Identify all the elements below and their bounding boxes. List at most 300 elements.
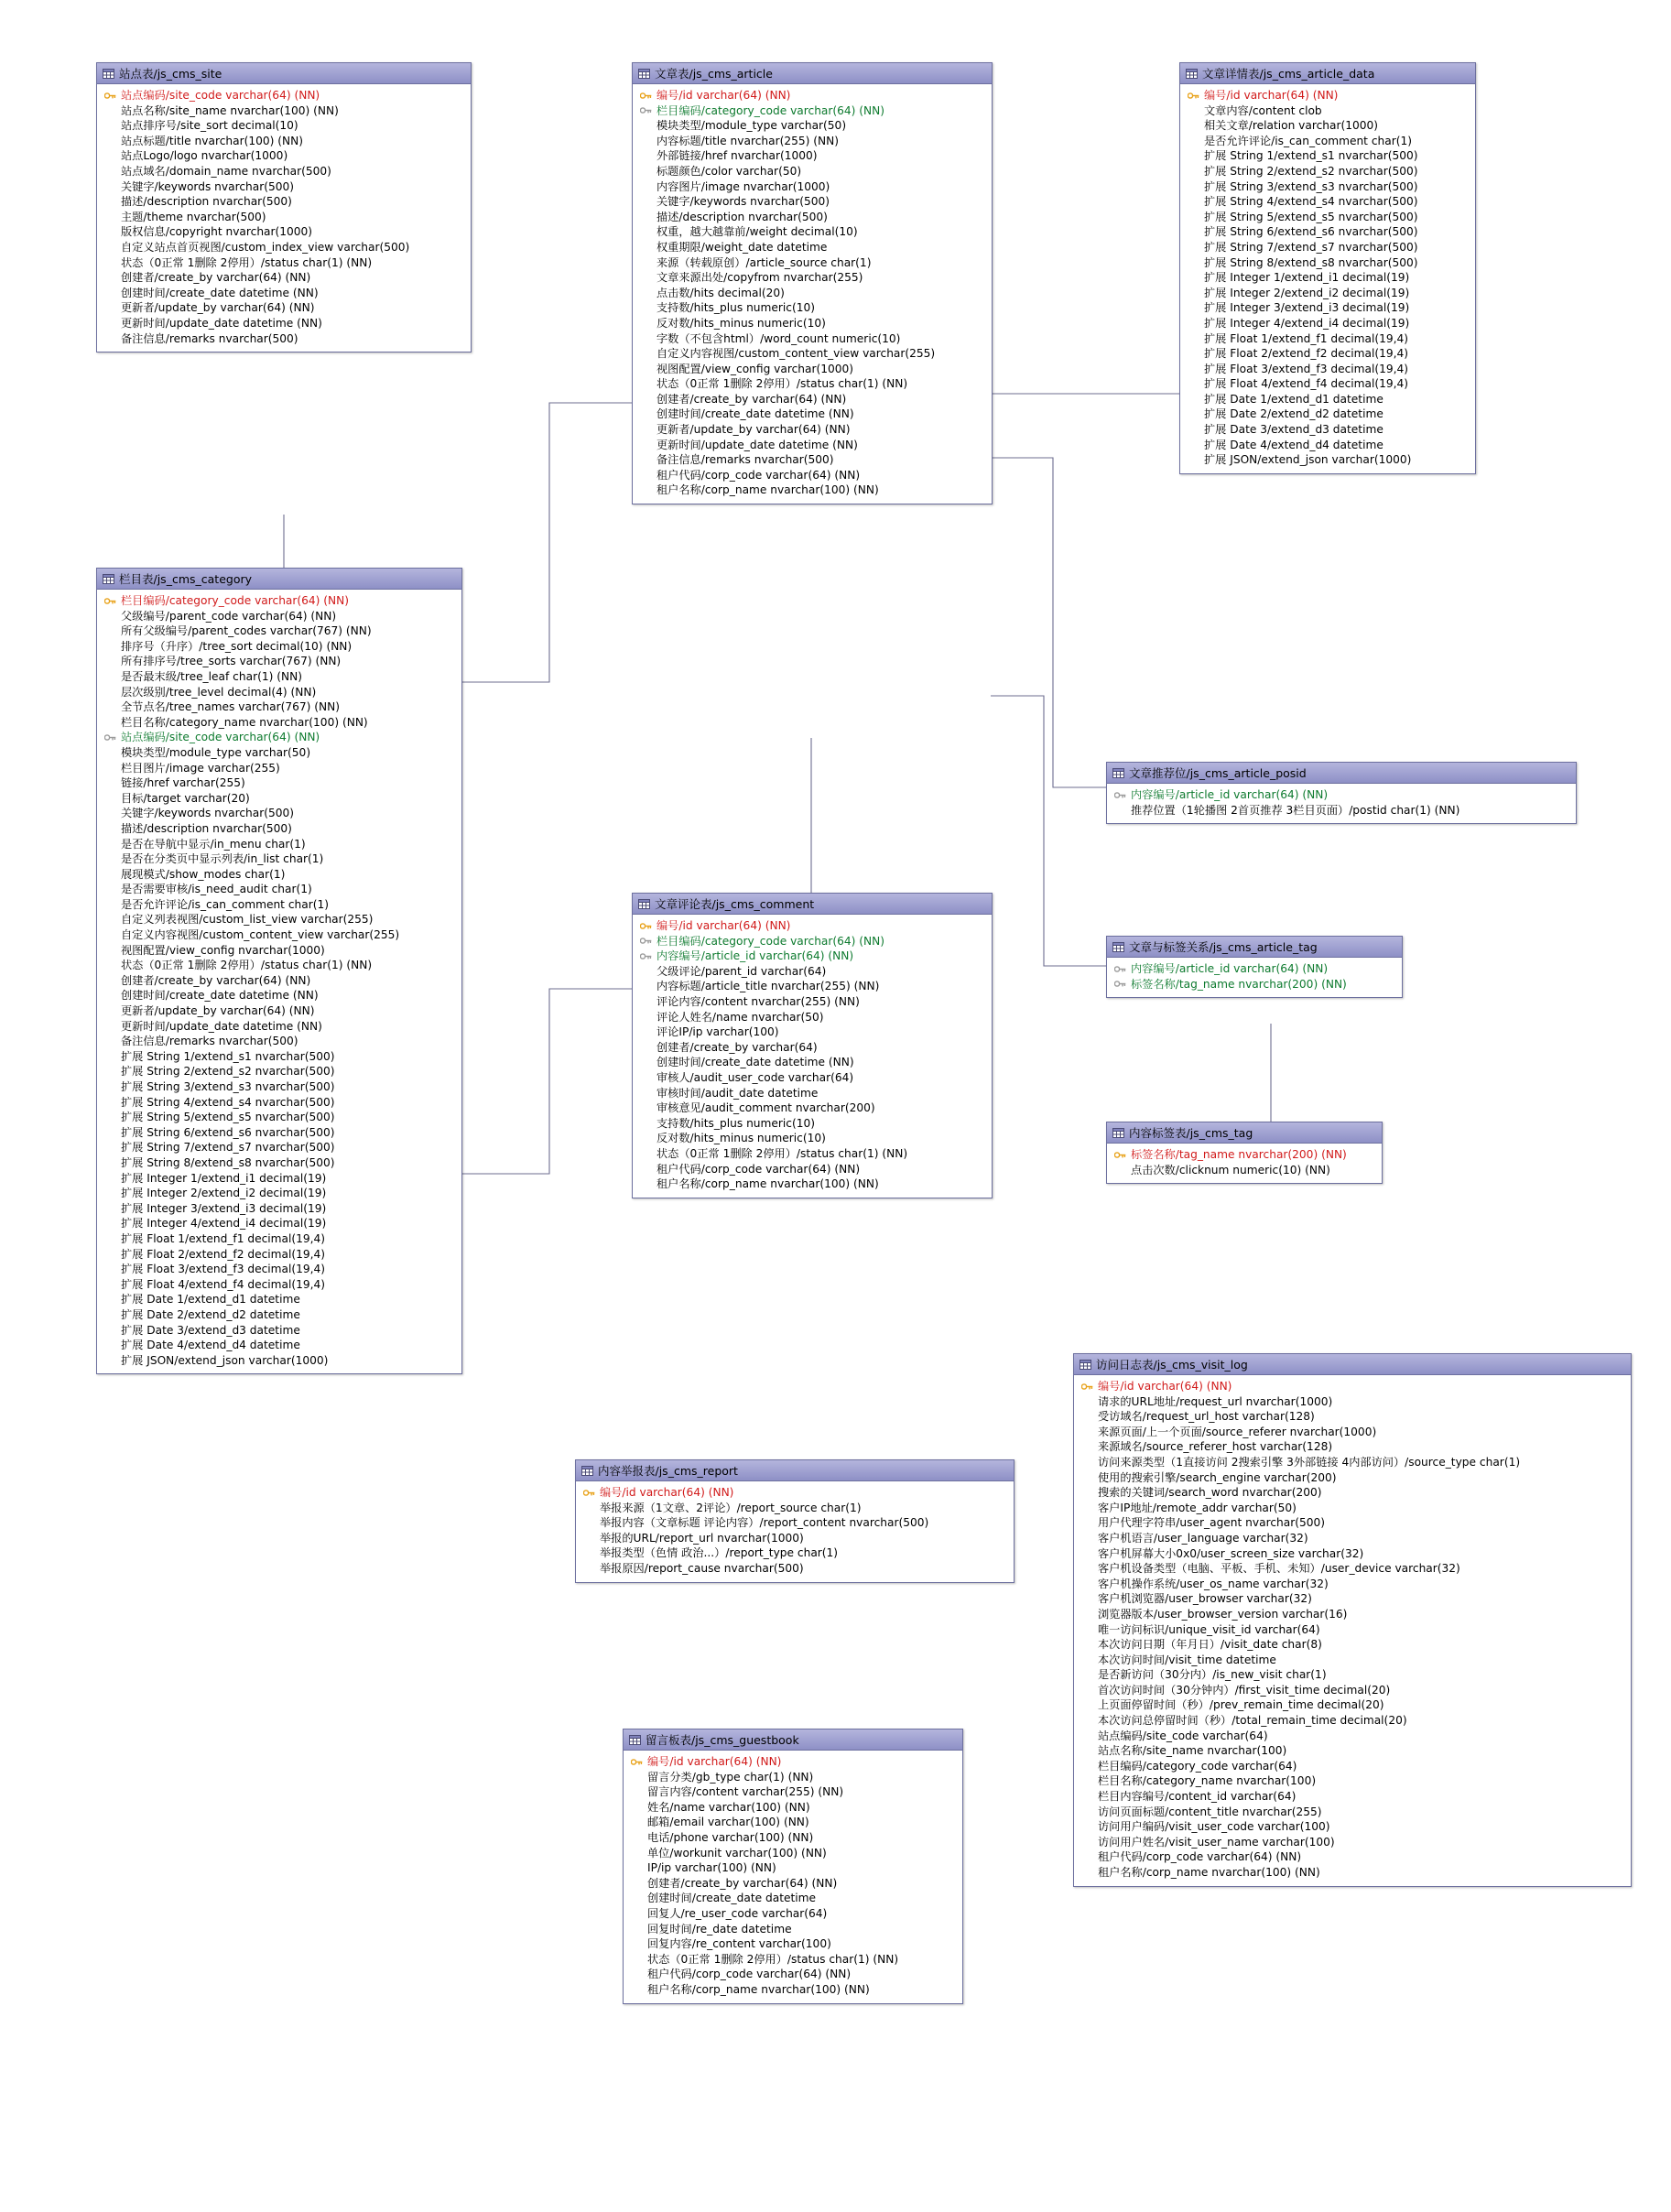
table-columns [1107,1144,1382,1183]
column-label: 留言内容/content varchar(255) (NN) [647,1785,844,1799]
column-row [1186,240,1470,255]
column-row [103,973,456,989]
column-label: 扩展 String 3/extend_s3 nvarchar(500) [1204,179,1418,193]
column-gutter [1186,194,1200,210]
column-label: 来源域名/source_referer_host varchar(128) [1098,1440,1333,1454]
column-gutter [103,1155,117,1171]
column-label: 父级评论/parent_id varchar(64) [656,964,827,978]
column-gutter [638,1086,653,1101]
column-label: 栏目编码/category_code varchar(64) (NN) [656,103,885,117]
foreign-key-icon [1114,965,1126,973]
column-label: 创建者/create_by varchar(64) (NN) [121,271,311,285]
column-gutter [1186,118,1200,134]
column-gutter [1186,316,1200,331]
column-label: 自定义内容视图/custom_content_view varchar(255) [656,347,936,361]
column-label: 栏目内容编号/content_id varchar(64) [1098,1790,1297,1804]
column-row [638,1176,986,1192]
column-gutter [1186,300,1200,316]
column-label: 是否最末级/tree_leaf char(1) (NN) [121,669,302,683]
column-label: 是否允许评论/is_can_comment char(1) [121,897,329,911]
column-label: 唯一访问标识/unique_visit_id varchar(64) [1098,1622,1320,1636]
column-label: 首次访问时间（30分钟内）/first_visit_time decimal(20) [1098,1683,1391,1697]
column-row [103,1140,456,1155]
column-row [581,1545,1008,1561]
column-gutter [103,821,117,837]
column-gutter [103,1323,117,1339]
column-row [1080,1697,1625,1713]
column-row [638,1116,986,1132]
column-row [629,1952,957,1968]
column-gutter [103,1353,117,1369]
column-gutter [1080,1773,1094,1789]
column-gutter [1186,422,1200,438]
column-row [638,179,986,195]
column-row [638,148,986,164]
column-gutter [1080,1455,1094,1470]
column-gutter [103,1277,117,1293]
column-gutter [1186,392,1200,407]
column-label: 点击数/hits decimal(20) [656,286,785,299]
column-row [103,988,456,1003]
column-gutter [638,270,653,286]
column-gutter [638,438,653,453]
column-row [1080,1805,1625,1820]
column-label: 客户机浏览器/user_browser varchar(32) [1098,1592,1312,1606]
table-icon [103,69,114,79]
column-label: 访问页面标题/content_title nvarchar(255) [1098,1805,1322,1818]
column-gutter [629,1830,644,1846]
column-row [629,1922,957,1937]
column-label: 举报原因/report_cause nvarchar(500) [600,1561,804,1575]
column-gutter [103,639,117,655]
column-label: 扩展 Float 1/extend_f1 decimal(19,4) [121,1231,326,1245]
column-label: 标签名称/tag_name nvarchar(200) (NN) [1131,1148,1347,1161]
fk-gutter [1112,787,1127,803]
column-row [103,1216,456,1231]
column-row [1186,422,1470,438]
column-label: 外部链接/href nvarchar(1000) [656,149,818,163]
table-article[interactable] [632,62,993,504]
column-gutter [638,134,653,149]
column-gutter [103,775,117,791]
column-row-pk [581,1485,1008,1501]
column-label: 视图配置/view_config nvarchar(1000) [121,943,325,957]
column-row [629,1800,957,1816]
column-label: 扩展 Float 1/extend_f1 decimal(19,4) [1204,331,1409,345]
column-label: 创建时间/create_date datetime (NN) [121,989,319,1003]
table-category[interactable] [96,568,462,1374]
column-label: 客户IP地址/remote_addr varchar(50) [1098,1501,1297,1514]
column-row [629,1891,957,1906]
column-label: 审核意见/audit_comment nvarchar(200) [656,1101,875,1115]
column-gutter [1186,103,1200,119]
column-row-fk [638,949,986,964]
column-gutter [103,103,117,119]
column-row [103,240,465,255]
column-row [638,392,986,407]
column-row [1080,1713,1625,1729]
column-gutter [638,1070,653,1086]
column-label: 扩展 Float 4/extend_f4 decimal(19,4) [1204,377,1409,391]
column-row [1080,1835,1625,1850]
column-label: 栏目编码/category_code varchar(64) (NN) [121,594,350,607]
column-gutter [638,1146,653,1162]
column-row [638,346,986,362]
column-gutter [638,1176,653,1192]
column-row [103,1292,456,1307]
column-gutter [1080,1561,1094,1577]
column-label: 是否新访问（30分内）/is_new_visit char(1) [1098,1668,1327,1682]
column-row [638,1101,986,1116]
column-label: 是否在导航中显示/in_menu char(1) [121,837,306,851]
column-gutter [1080,1515,1094,1531]
column-label: 扩展 Date 2/extend_d2 datetime [1204,407,1383,421]
column-label: 更新时间/update_date datetime (NN) [656,438,858,451]
column-row [629,1860,957,1876]
column-row-pk [1186,88,1470,103]
pk-gutter [1112,1147,1127,1163]
column-label: 回复人/re_user_code varchar(64) [647,1906,828,1920]
column-row [103,639,456,655]
table-header[interactable] [1107,1122,1382,1144]
column-gutter [103,685,117,700]
column-row [638,316,986,331]
column-label: 扩展 JSON/extend_json varchar(1000) [1204,453,1412,467]
table-header[interactable] [1180,63,1475,84]
column-label: 客户机操作系统/user_os_name varchar(32) [1098,1577,1329,1590]
column-label: 站点Logo/logo nvarchar(1000) [121,149,288,163]
pk-gutter [629,1754,644,1770]
column-row [1186,346,1470,362]
column-row-fk [103,730,456,745]
table-columns [1107,784,1576,823]
column-row [1080,1439,1625,1455]
table-icon [638,69,650,79]
pk-gutter [1080,1379,1094,1394]
column-row [1080,1865,1625,1881]
primary-key-icon [583,1489,595,1497]
column-gutter [638,994,653,1010]
column-gutter [103,943,117,959]
column-label: 扩展 String 1/extend_s1 nvarchar(500) [1204,149,1418,163]
column-gutter [1080,1577,1094,1592]
table-guestbook[interactable] [623,1729,963,2004]
column-label: 内容标题/article_title nvarchar(255) (NN) [656,980,880,993]
column-row [638,1055,986,1070]
column-row [103,775,456,791]
column-row [638,240,986,255]
column-row [1080,1637,1625,1653]
column-row [1186,224,1470,240]
table-title: 留言板表/js_cms_guestbook [646,1733,799,1747]
table-site[interactable] [96,62,472,352]
column-row [1186,316,1470,331]
column-label: 内容编号/article_id varchar(64) (NN) [1131,788,1329,801]
table-columns [1180,84,1475,473]
column-gutter [103,286,117,301]
column-label: 层次级别/tree_level decimal(4) (NN) [121,685,317,699]
column-row [1186,179,1470,195]
column-row [103,851,456,867]
column-label: 来源（转载原创）/article_source char(1) [656,255,872,269]
column-label: 扩展 String 4/extend_s4 nvarchar(500) [1204,195,1418,209]
column-label: 使用的搜索引擎/search_engine varchar(200) [1098,1470,1337,1484]
column-row [1112,1163,1376,1178]
column-label: 扩展 String 3/extend_s3 nvarchar(500) [121,1080,335,1093]
column-row [638,362,986,377]
table-article_tag[interactable] [1106,936,1403,998]
column-gutter [103,882,117,897]
column-row [103,669,456,685]
table-header[interactable] [97,569,461,590]
column-label: 受访域名/request_url_host varchar(128) [1098,1410,1315,1424]
column-label: 权重期限/weight_date datetime [656,240,828,254]
column-gutter [581,1501,596,1516]
table-header[interactable] [633,894,992,915]
column-label: 举报的URL/report_url nvarchar(1000) [600,1531,804,1545]
column-label: 客户机语言/user_language varchar(32) [1098,1531,1308,1545]
table-header[interactable] [1074,1354,1631,1375]
column-label: 邮箱/email varchar(100) (NN) [647,1816,809,1829]
column-row [638,270,986,286]
column-row [629,1936,957,1952]
column-label: 扩展 Integer 2/extend_i2 decimal(19) [121,1187,327,1200]
column-gutter [103,1003,117,1019]
relation-line [991,458,1106,787]
pk-gutter [103,593,117,609]
column-label: 更新者/update_by varchar(64) (NN) [121,301,315,315]
column-label: 状态（0正常 1删除 2停用）/status char(1) (NN) [656,377,908,391]
column-gutter [638,331,653,347]
column-row [103,270,465,286]
column-label: 编号/id varchar(64) (NN) [1204,89,1339,102]
column-label: 状态（0正常 1删除 2停用）/status char(1) (NN) [121,959,373,972]
column-label: 本次访问时间/visit_time datetime [1098,1653,1276,1666]
column-label: 客户机屏幕大小0x0/user_screen_size varchar(32) [1098,1546,1364,1560]
column-row [1080,1789,1625,1805]
column-label: 是否允许评论/is_can_comment char(1) [1204,134,1412,147]
column-row [1186,300,1470,316]
column-label: 自定义站点首页视图/custom_index_view varchar(500) [121,240,410,254]
column-label: 字数（不包含html）/word_count numeric(10) [656,331,901,345]
column-label: 目标/target varchar(20) [121,791,250,805]
column-gutter [103,1338,117,1353]
column-row [1080,1819,1625,1835]
column-label: 描述/description nvarchar(500) [121,821,292,835]
column-row [1186,103,1470,119]
column-gutter [1080,1653,1094,1668]
column-row [1186,210,1470,225]
column-row [1080,1759,1625,1774]
column-gutter [1080,1805,1094,1820]
column-label: IP/ip varchar(100) (NN) [647,1861,776,1875]
column-label: 扩展 String 4/extend_s4 nvarchar(500) [121,1095,335,1109]
table-title: 文章详情表/js_cms_article_data [1202,67,1375,81]
column-gutter [103,958,117,973]
column-row [103,1125,456,1141]
column-row-pk [103,593,456,609]
column-row [1186,452,1470,468]
column-row [1186,194,1470,210]
table-report[interactable] [575,1459,1015,1583]
column-gutter [638,964,653,980]
column-label: 扩展 Date 4/extend_d4 datetime [121,1339,300,1352]
column-row [103,148,465,164]
column-gutter [1186,407,1200,422]
table-article_data[interactable] [1179,62,1476,474]
column-label: 创建时间/create_date datetime (NN) [656,407,854,421]
column-label: 栏目编码/category_code varchar(64) (NN) [656,934,885,948]
column-gutter [103,1171,117,1187]
table-columns [1107,958,1402,997]
table-icon [1112,942,1124,952]
column-gutter [103,1262,117,1277]
column-label: 扩展 String 1/extend_s1 nvarchar(500) [121,1049,335,1063]
column-gutter [103,1019,117,1035]
column-row [629,1784,957,1800]
column-label: 扩展 String 5/extend_s5 nvarchar(500) [1204,210,1418,223]
column-row-fk [1112,961,1396,977]
column-label: 关键字/keywords nvarchar(500) [121,807,295,820]
column-gutter [638,422,653,438]
table-header[interactable] [97,63,471,84]
column-gutter [103,134,117,149]
column-row [581,1561,1008,1577]
column-gutter [103,837,117,852]
column-gutter [103,791,117,807]
table-comment[interactable] [632,893,993,1198]
column-label: 扩展 Integer 1/extend_i1 decimal(19) [121,1171,327,1185]
column-row [629,1846,957,1861]
column-label: 支持数/hits_plus numeric(10) [656,301,816,315]
column-row [1080,1546,1625,1562]
primary-key-icon [104,92,116,100]
column-gutter [1080,1501,1094,1516]
column-row [103,255,465,271]
column-gutter [629,1815,644,1830]
column-row [629,1770,957,1785]
column-label: 编号/id varchar(64) (NN) [647,1755,782,1768]
column-label: 电话/phone varchar(100) (NN) [647,1830,814,1844]
column-gutter [103,715,117,731]
column-label: 状态（0正常 1删除 2停用）/status char(1) (NN) [656,1146,908,1160]
table-visit_log[interactable] [1073,1353,1632,1887]
column-row-pk [629,1754,957,1770]
table-header[interactable] [624,1729,962,1751]
column-gutter [638,452,653,468]
column-row [103,1277,456,1293]
column-gutter [581,1561,596,1577]
column-label: 扩展 Float 2/extend_f2 decimal(19,4) [121,1247,326,1261]
column-gutter [103,224,117,240]
column-label: 关键字/keywords nvarchar(500) [656,195,830,209]
column-gutter [638,1101,653,1116]
column-row [103,164,465,179]
column-gutter [1080,1697,1094,1713]
column-row [103,867,456,883]
column-gutter [1080,1425,1094,1440]
table-tag[interactable] [1106,1122,1383,1184]
column-label: 扩展 Integer 3/extend_i3 decimal(19) [1204,301,1410,315]
column-gutter [1186,255,1200,271]
column-gutter [103,1231,117,1247]
column-gutter [638,1025,653,1040]
column-gutter [1186,148,1200,164]
column-label: 访问用户编码/visit_user_code varchar(100) [1098,1820,1330,1834]
table-icon [581,1466,593,1476]
column-gutter [1080,1729,1094,1744]
column-label: 扩展 Integer 1/extend_i1 decimal(19) [1204,271,1410,285]
column-label: 创建时间/create_date datetime [647,1892,817,1905]
column-label: 链接/href varchar(255) [121,776,245,790]
column-row [1080,1743,1625,1759]
table-icon [629,1735,641,1745]
column-gutter [1186,134,1200,149]
column-gutter [103,927,117,943]
table-header[interactable] [1107,937,1402,958]
column-label: 模块类型/module_type varchar(50) [121,745,311,759]
column-gutter [629,1967,644,1982]
column-row [103,1155,456,1171]
column-label: 扩展 String 6/extend_s6 nvarchar(500) [121,1125,335,1139]
primary-key-icon [1188,92,1199,100]
relation-line [461,989,632,1174]
column-label: 编号/id varchar(64) (NN) [656,89,791,102]
column-row [1080,1485,1625,1501]
column-label: 是否需要审核/is_need_audit char(1) [121,883,312,896]
column-row [638,224,986,240]
table-icon [638,899,650,909]
column-row [1080,1470,1625,1486]
column-row [103,1201,456,1217]
column-row [638,407,986,422]
column-gutter [629,1982,644,1998]
table-columns [576,1481,1014,1582]
column-label: 内容图片/image nvarchar(1000) [656,179,830,193]
table-header[interactable] [576,1460,1014,1481]
column-gutter [103,194,117,210]
column-gutter [103,745,117,761]
table-columns [633,84,992,504]
column-gutter [638,255,653,271]
column-row [103,882,456,897]
table-header[interactable] [633,63,992,84]
column-label: 备注信息/remarks nvarchar(500) [121,331,298,345]
table-columns [97,84,471,352]
table-icon [1080,1360,1091,1370]
column-row [1112,803,1570,819]
column-row [103,927,456,943]
foreign-key-icon [640,937,652,945]
column-label: 评论内容/content nvarchar(255) (NN) [656,994,860,1008]
table-title: 内容标签表/js_cms_tag [1129,1126,1253,1140]
column-gutter [1080,1713,1094,1729]
table-header[interactable] [1107,763,1576,784]
column-label: 标题颜色/color varchar(50) [656,164,802,178]
column-label: 租户名称/corp_name nvarchar(100) (NN) [647,1982,870,1996]
column-label: 单位/workunit varchar(100) (NN) [647,1846,827,1860]
column-label: 上页面停留时间（秒）/prev_remain_time decimal(20) [1098,1698,1384,1712]
column-gutter [1186,270,1200,286]
column-label: 本次访问总停留时间（秒）/total_remain_time decimal(20) [1098,1714,1407,1728]
column-row [1186,362,1470,377]
column-label: 栏目编码/category_code varchar(64) [1098,1759,1297,1773]
table-article_posid[interactable] [1106,762,1577,824]
column-row [638,376,986,392]
column-row [103,1049,456,1065]
column-gutter [1186,452,1200,468]
column-label: 扩展 String 5/extend_s5 nvarchar(500) [121,1111,335,1124]
